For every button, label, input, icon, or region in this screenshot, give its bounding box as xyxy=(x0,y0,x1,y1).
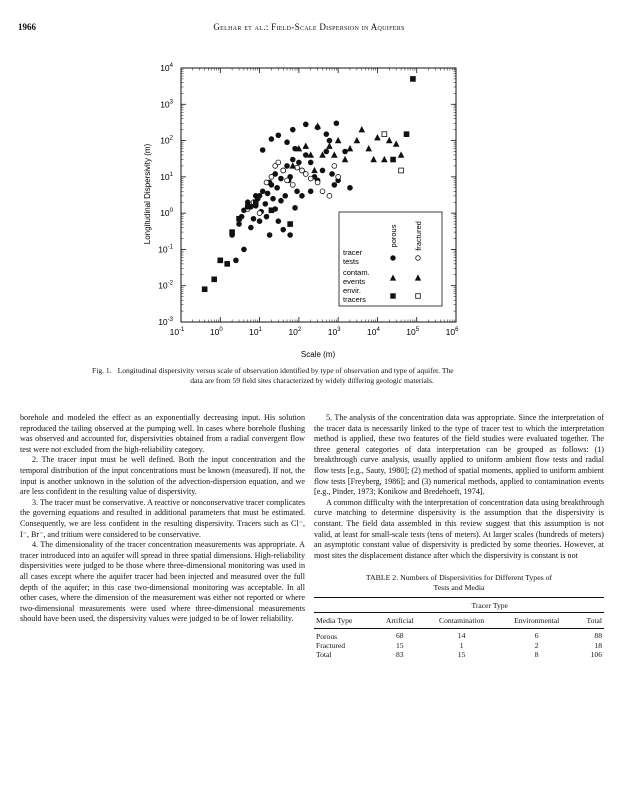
data-point xyxy=(202,287,207,292)
data-point xyxy=(279,176,284,181)
paragraph: A common difficulty with the interpretation of concentration data using breakthrough curve matching to determine dispersivity is the assumption that the dispersivity is constant. The field data assembled in this review suggest that this assumption is not valid, at least for small-scale tests (tens of meters). At larger scales (hundreds of meters) an asymptotic constant value of dispersivity is predicted by some theories. However, at most sites the displacement distance after which the dispersivity is constant is not xyxy=(314,497,604,560)
data-point xyxy=(348,185,353,190)
data-point xyxy=(336,174,341,179)
data-point xyxy=(371,157,377,162)
data-point xyxy=(288,233,293,238)
dispersivity-count-table xyxy=(314,597,604,659)
data-point xyxy=(260,189,265,194)
x-tick-label: $10^2$ xyxy=(288,327,302,337)
legend-row-label: tests xyxy=(343,257,359,266)
data-point xyxy=(251,216,256,221)
legend-row-label: envir. xyxy=(343,286,361,295)
data-point xyxy=(275,185,280,190)
x-tick-label: $10^1$ xyxy=(249,327,262,337)
data-point xyxy=(386,138,392,143)
data-point xyxy=(296,160,301,165)
legend-row-label: tracers xyxy=(343,295,366,304)
table-cell: 68 xyxy=(395,630,404,640)
legend-marker xyxy=(416,294,421,299)
y-tick-label: $10^{-2}$ xyxy=(158,280,173,291)
data-point xyxy=(264,180,269,185)
data-point xyxy=(335,138,341,143)
data-point xyxy=(303,153,308,158)
data-point xyxy=(312,167,318,172)
data-point xyxy=(253,200,258,205)
y-tick-label: $10^1$ xyxy=(160,171,173,182)
table-cell: 18 xyxy=(594,641,602,651)
data-point xyxy=(237,222,242,227)
data-point xyxy=(343,149,348,154)
data-point xyxy=(242,247,247,252)
table-cell: 106 xyxy=(590,650,602,660)
paragraph: 5. The analysis of the concentration data was appropriate. Since the interpretation of the tracer data is necessarily linked to the type of tracer test to which the interpretation method is applied, these two features of the field studies were evaluated together. The three general categories of data interpretation can be grouped as follows: (1) breakthrough curve analysis, usually applied to uniform ambient flow tests and radial flow tests [e.g., Sauty, 1980]; (2) method of spatial moments, applied to uniform ambient flow tests [Freyberg, 1986]; and (3) numerical methods, applied to contamination events [e.g., Pinder, 1973; Konikow and Bredehoeft, 1974]. xyxy=(314,413,604,497)
data-point xyxy=(315,180,320,185)
caption-line-2: data are from 59 field sites characterized by widely differing geologic materials. xyxy=(190,376,434,385)
data-point xyxy=(332,183,337,188)
table-row xyxy=(314,650,604,659)
x-tick-label: $10^0$ xyxy=(209,327,223,337)
legend-column-label: fractured xyxy=(414,221,423,251)
paragraph: borehole and modeled the effect as an exponentially decreasing input. His solution reproduced the tailing observed at the pumping well. In cases where borehole flushing was observed and accounted for, dispersivities obtained from a radial convergent flow test were not excluded from the high-reliability category. xyxy=(20,413,305,454)
y-tick-label: $10^0$ xyxy=(160,208,173,219)
data-point xyxy=(411,77,416,82)
data-point xyxy=(253,193,258,198)
data-point xyxy=(257,219,262,224)
table-cell: 6 xyxy=(534,630,539,640)
table-group-header: Tracer Type xyxy=(471,601,508,611)
table-cell: 8 xyxy=(534,650,539,660)
paragraph: 2. The tracer input must be well defined. Both the input concentration and the temporal distribution of the input concentrations must be known (measured). If not, the input is another unknown in the solution of the advection-dispersion equation, and we are less confident in the resulting value of dispersivity. xyxy=(20,455,305,497)
table-title-line-2: Tests and Media xyxy=(433,583,485,593)
data-point xyxy=(212,277,217,282)
data-point xyxy=(285,140,290,145)
table-cell: 2 xyxy=(534,641,539,651)
data-point xyxy=(225,261,230,266)
data-point xyxy=(332,164,337,169)
y-tick-label: $10^2$ xyxy=(160,135,173,146)
paragraph: 4. The dimensionality of the tracer concentration measurements was appropriate. A tracer introduced into an aquifer will spread in three spatial dimensions. High-reliability dispersivities were judged to be those where three-dimensional monitoring was used in all cases except where the aquifer tracer had been injected and measured over the full depth of the aquifer; in this case two-dimensional monitoring was acceptable. In all other cases, where the dimension of the measurement was either not reported or where two-dimensional measurements were used where three-dimensional measurements should have been used, the dispersivity values were judged to be of lower reliability. xyxy=(20,540,305,624)
data-point xyxy=(391,157,396,162)
x-tick-label: $10^6$ xyxy=(445,327,459,337)
table-cell: 14 xyxy=(457,630,466,640)
running-title: Gelhar et al.: Field-Scale Dispersion in Aquifers xyxy=(213,22,405,32)
data-point xyxy=(308,176,313,181)
data-point xyxy=(330,172,335,177)
data-point xyxy=(245,200,250,205)
data-point xyxy=(382,157,388,162)
table-row xyxy=(314,641,604,650)
table-cell: 83 xyxy=(395,650,404,660)
caption-label: Fig. 1. xyxy=(92,366,112,375)
data-point xyxy=(300,193,305,198)
data-point xyxy=(267,233,272,238)
legend-marker xyxy=(391,256,396,261)
data-point xyxy=(366,146,372,151)
data-point xyxy=(269,208,274,213)
chart-legend xyxy=(339,212,442,306)
page-number: 1966 xyxy=(18,22,36,32)
table-cell: 15 xyxy=(457,650,466,660)
y-axis-label: Longitudinal Dispersivity (m) xyxy=(143,143,152,245)
data-point xyxy=(264,214,269,219)
table-title-line-1: TABLE 2. Numbers of Dispersivities for Different Types of xyxy=(365,573,553,583)
data-point xyxy=(382,132,387,137)
data-point xyxy=(308,189,313,194)
data-point xyxy=(265,191,270,196)
data-point xyxy=(263,201,268,206)
x-axis-label: Scale (m) xyxy=(300,350,336,359)
data-point xyxy=(248,225,253,230)
data-point xyxy=(260,148,265,153)
data-point xyxy=(347,146,353,151)
data-point xyxy=(271,196,276,201)
data-point xyxy=(276,133,281,138)
data-point xyxy=(327,138,332,143)
table-row xyxy=(314,629,604,642)
table-cell: 88 xyxy=(594,630,602,640)
table-header: Total xyxy=(586,616,602,626)
left-column xyxy=(20,413,305,625)
data-point xyxy=(293,205,298,210)
data-point xyxy=(290,127,295,132)
data-point xyxy=(285,178,290,183)
data-point xyxy=(375,135,381,140)
y-tick-label: $10^{-3}$ xyxy=(158,317,173,327)
data-point xyxy=(218,258,223,263)
legend-row-label: events xyxy=(343,277,366,286)
data-point xyxy=(276,219,281,224)
paragraph: 3. The tracer must be conservative. A reactive or nonconservative tracer complicates the governing equations and resulted in additional parameters that must be estimated. Consequently, we are less confident in the resulting dispersivity. Tracers such as Cl⁻, I⁻, Br⁻, and tritium were considered to be conservative. xyxy=(20,497,305,539)
data-point xyxy=(230,230,235,235)
data-point xyxy=(281,168,286,173)
table-caption xyxy=(314,573,604,593)
data-point xyxy=(324,132,329,137)
table-cell: Porous xyxy=(316,632,338,642)
data-point xyxy=(399,168,404,173)
legend-marker xyxy=(416,256,421,261)
data-point xyxy=(303,172,308,177)
table-cell: 1 xyxy=(459,641,464,651)
table-cell: Total xyxy=(316,650,332,660)
table-header: Environmental xyxy=(514,616,560,626)
figure-caption xyxy=(92,366,532,386)
data-point xyxy=(303,143,309,148)
data-point xyxy=(354,138,360,143)
table-cell: Fractured xyxy=(316,641,346,651)
caption-line-1: Longitudinal dispersivity versus scale of observation identified by type of observation and type of aquifer. The xyxy=(117,366,454,375)
y-tick-label: $10^3$ xyxy=(160,99,173,110)
data-point xyxy=(295,189,300,194)
data-point xyxy=(276,160,281,165)
data-point xyxy=(269,183,274,188)
data-point xyxy=(237,216,242,221)
right-column xyxy=(314,413,604,659)
data-point xyxy=(290,163,296,168)
data-point xyxy=(327,143,333,148)
x-tick-label: $10^5$ xyxy=(406,327,420,337)
data-point xyxy=(234,258,239,263)
data-point xyxy=(398,152,404,157)
data-point xyxy=(245,204,250,209)
data-point xyxy=(285,164,290,169)
data-point xyxy=(288,222,293,227)
data-point xyxy=(283,193,288,198)
data-point xyxy=(332,152,338,157)
data-point xyxy=(334,121,339,126)
data-point xyxy=(279,198,284,203)
table-cell: 15 xyxy=(395,641,404,651)
legend-row-label: tracer xyxy=(343,248,363,257)
data-point xyxy=(269,174,274,179)
data-point xyxy=(320,168,325,173)
table-header: Media Type xyxy=(316,616,353,626)
data-point xyxy=(342,157,348,162)
data-point xyxy=(320,189,325,194)
legend-row-label: contam. xyxy=(343,268,370,277)
data-point xyxy=(308,152,314,157)
legend-column-label: porous xyxy=(389,224,398,248)
table-header: Artificial xyxy=(385,616,414,626)
x-tick-label: $10^3$ xyxy=(327,327,341,337)
data-point xyxy=(359,127,365,132)
data-point xyxy=(308,160,313,165)
data-point xyxy=(324,149,329,154)
data-point xyxy=(290,157,295,162)
data-point xyxy=(290,183,295,188)
data-point xyxy=(281,227,286,232)
data-point xyxy=(269,137,274,142)
table-header: Contamination xyxy=(439,616,485,626)
data-point xyxy=(300,168,305,173)
y-tick-label: $10^{-1}$ xyxy=(158,244,173,255)
data-point xyxy=(404,132,409,137)
y-tick-label: $10^4$ xyxy=(160,63,173,73)
dispersivity-scatter-chart xyxy=(0,0,618,365)
x-tick-label: $10^4$ xyxy=(367,327,380,337)
data-point xyxy=(303,122,308,127)
data-point xyxy=(257,211,262,216)
legend-marker xyxy=(391,294,396,299)
x-tick-label: $10^{-1}$ xyxy=(169,327,185,337)
data-point xyxy=(327,193,332,198)
data-point xyxy=(393,141,399,146)
